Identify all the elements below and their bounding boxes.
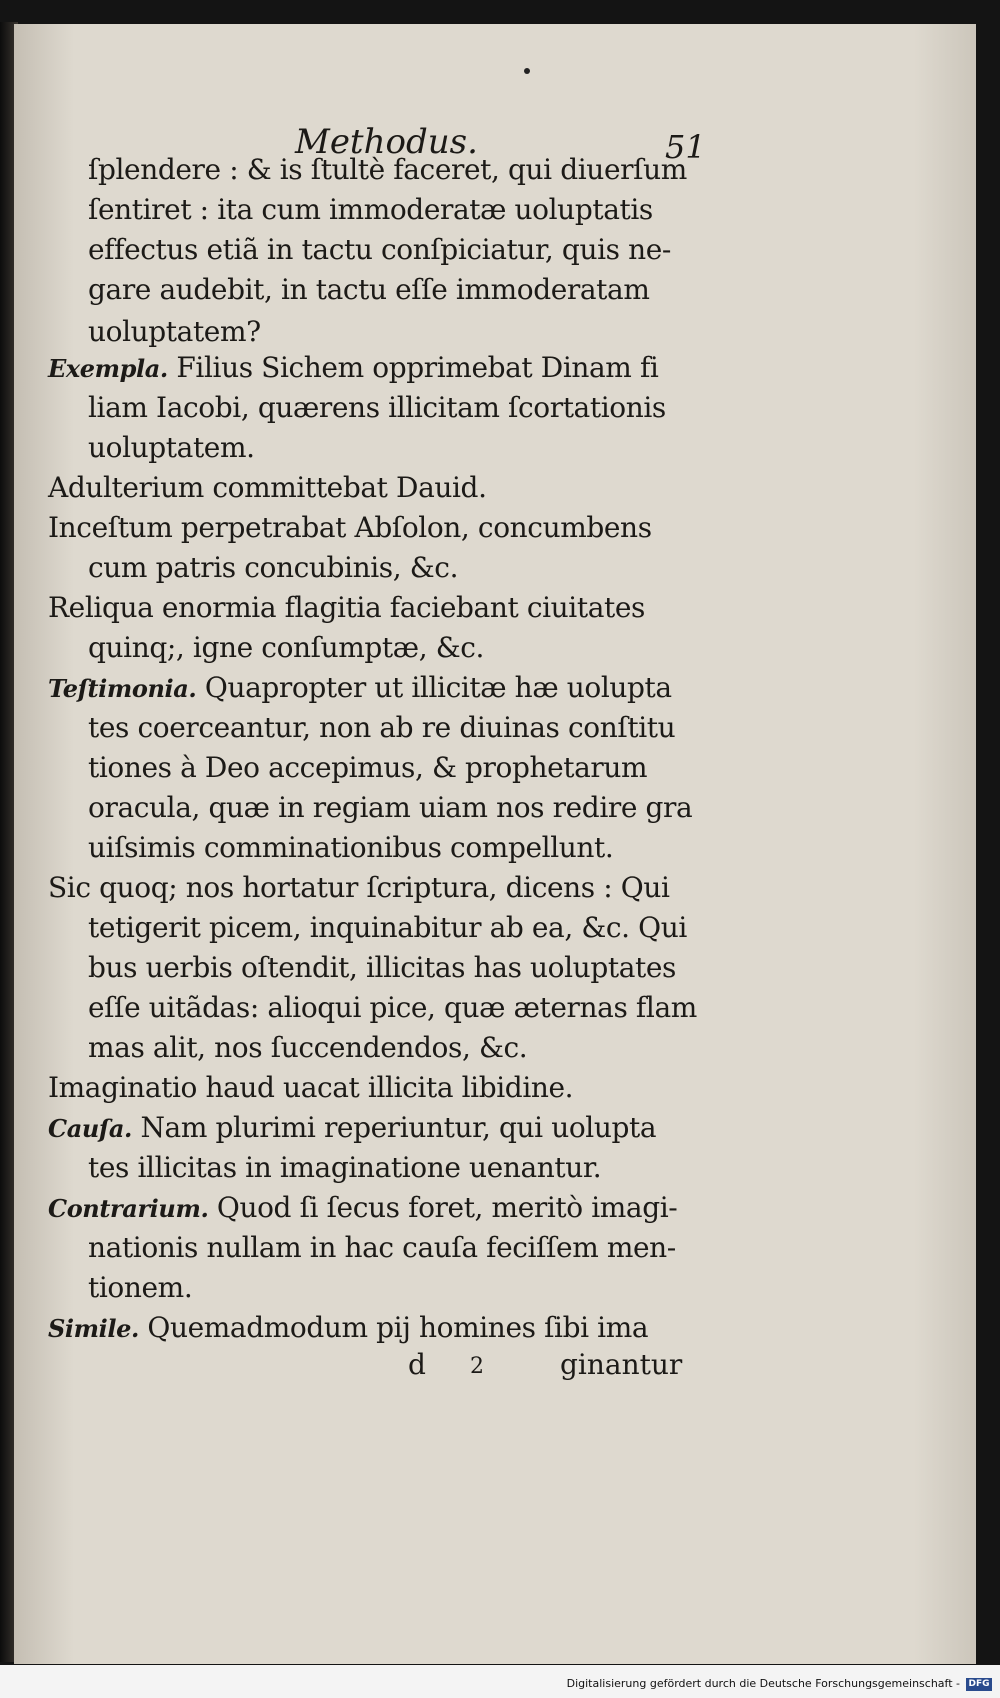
line-text: tetigerit picem, inquinabitur ab ea, &c. Qui <box>88 911 687 944</box>
line-text: mas alit, nos ſuccendendos, &c. <box>88 1031 528 1064</box>
marginal-label: Contrarium. <box>48 1194 209 1223</box>
line-text: gare audebit, in tactu eſſe immoderatam <box>88 273 650 306</box>
catchword: ginantur <box>560 1348 683 1381</box>
text-line <box>48 1308 648 1349</box>
text-line <box>88 788 692 828</box>
text-line <box>48 668 672 709</box>
text-line <box>48 508 652 548</box>
text-line <box>88 270 649 310</box>
running-title: Methodus. <box>295 122 478 162</box>
line-text: Nam plurimi reperiuntur, qui uolupta <box>131 1111 657 1144</box>
dfg-logo: DFG <box>966 1678 992 1691</box>
line-text: Imaginatio haud uacat illicita libidine. <box>48 1071 574 1104</box>
line-text: eſſe uitãdas: alioqui pice, quæ æternas flam <box>88 991 697 1024</box>
text-line <box>88 908 687 948</box>
line-text: liam Iacobi, quærens illicitam ſcortationis <box>88 391 666 424</box>
text-line <box>88 1268 192 1308</box>
text-line <box>88 1228 676 1268</box>
text-line <box>88 708 675 748</box>
line-text: nationis nullam in hac cauſa feciſſem men- <box>88 1231 676 1264</box>
line-text: Quapropter ut illicitæ hæ uolupta <box>196 671 672 704</box>
text-line <box>88 988 697 1028</box>
line-text: effectus etiã in tactu conſpiciatur, quis ne- <box>88 233 671 266</box>
text-line <box>48 468 487 508</box>
text-line <box>88 312 261 352</box>
line-text: tiones à Deo accepimus, & prophetarum <box>88 751 648 784</box>
text-line <box>48 1068 573 1108</box>
footer-credit: Digitalisierung gefördert durch die Deutsche Forschungsgemeinschaft - <box>566 1677 960 1690</box>
line-text: Quod ſi ſecus foret, meritò imagi- <box>208 1191 678 1224</box>
signature-number: 2 <box>470 1354 484 1379</box>
text-line <box>48 868 670 908</box>
signature-mark: d <box>408 1348 426 1381</box>
text-line <box>48 348 658 389</box>
text-line <box>88 628 484 668</box>
line-text: Inceſtum perpetrabat Abſolon, concumbens <box>48 511 652 544</box>
text-line <box>88 150 687 190</box>
text-line <box>88 828 613 868</box>
line-text: uoluptatem. <box>88 431 255 464</box>
text-line <box>88 428 255 468</box>
text-line <box>48 1108 656 1149</box>
text-line <box>88 548 458 588</box>
page-number: 51 <box>665 128 706 166</box>
line-text: tes coerceantur, non ab re diuinas conſtitu <box>88 711 676 744</box>
ink-dot <box>524 68 530 74</box>
line-text: quinq;, igne conſumptæ, &c. <box>88 631 485 664</box>
text-line <box>48 1188 677 1229</box>
marginal-label: Cauſa. <box>48 1114 132 1143</box>
text-line <box>88 1148 601 1188</box>
marginal-label: Exempla. <box>48 354 168 383</box>
line-text: oracula, quæ in regiam uiam nos redire gra <box>88 791 693 824</box>
text-line <box>48 588 645 628</box>
line-text: ſentiret : ita cum immoderatæ uoluptatis <box>88 193 653 226</box>
line-text: Sic quoq; nos hortatur ſcriptura, dicens : Qui <box>48 871 670 904</box>
line-text: uoluptatem? <box>88 315 261 348</box>
text-line <box>88 388 666 428</box>
line-text: Reliqua enormia flagitia faciebant ciuitates <box>48 591 645 624</box>
line-text: Filius Sichem opprimebat Dinam fi <box>167 351 659 384</box>
text-line <box>88 748 647 788</box>
marginal-label: Teſtimonia. <box>48 674 197 703</box>
text-line <box>88 190 653 230</box>
text-line <box>88 948 676 988</box>
line-text: tes illicitas in imaginatione uenantur. <box>88 1151 602 1184</box>
line-text: uiſsimis comminationibus compellunt. <box>88 831 614 864</box>
line-text: tionem. <box>88 1271 193 1304</box>
text-line <box>88 1028 527 1068</box>
line-text: ſplendere : & is ſtultè faceret, qui diuerſum <box>88 153 687 186</box>
line-text: Adulterium committebat Dauid. <box>48 471 487 504</box>
marginal-label: Simile. <box>48 1314 139 1343</box>
line-text: cum patris concubinis, &c. <box>88 551 459 584</box>
text-line <box>88 230 671 270</box>
line-text: bus uerbis oſtendit, illicitas has uoluptates <box>88 951 676 984</box>
line-text: Quemadmodum pij homines ſibi ima <box>138 1311 649 1344</box>
